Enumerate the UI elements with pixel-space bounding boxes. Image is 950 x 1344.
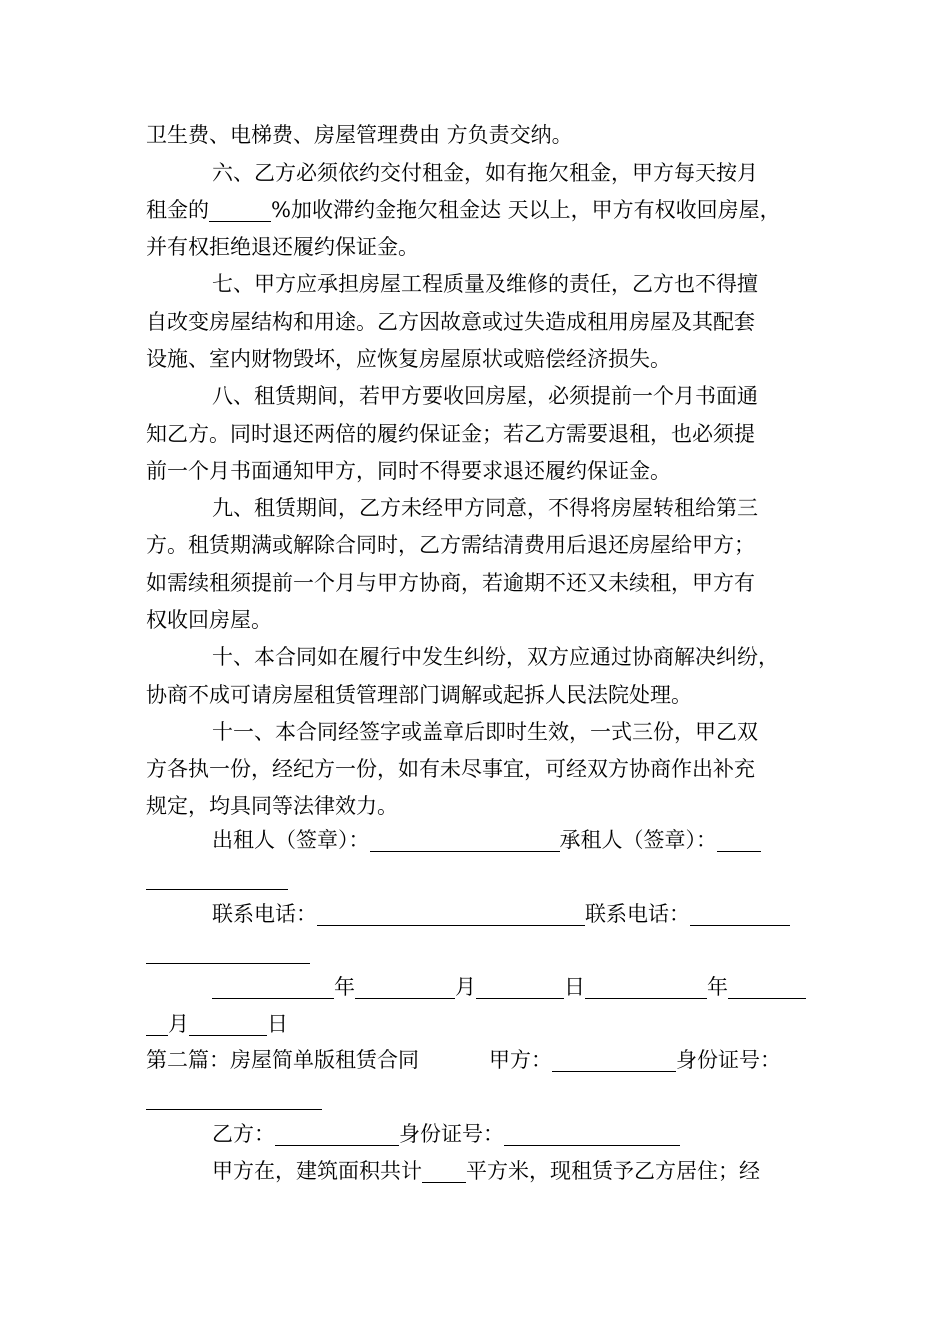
part2-title-line: 第二篇：房屋简单版租赁合同 甲方： 身份证号： <box>146 1048 781 1072</box>
clause-6-line-3: 并有权拒绝退还履约保证金。 <box>146 235 419 259</box>
blank-line[interactable] <box>146 1087 322 1110</box>
text-line: 卫生费、电梯费、房屋管理费由 方负责交纳。 <box>146 123 573 147</box>
clause-10-line-2: 协商不成可请房屋租赁管理部门调解或起拆人民法院处理。 <box>146 683 692 707</box>
blank-line[interactable] <box>422 1160 466 1183</box>
clause-8-line-2: 知乙方。同时退还两倍的履约保证金；若乙方需要退租，也必须提 <box>146 422 755 446</box>
clause-9-line-2: 方。租赁期满或解除合同时，乙方需结清费用后退还房屋给甲方； <box>146 533 755 557</box>
area-line: 甲方在，建筑面积共计 平方米，现租赁予乙方居住；经 <box>212 1159 760 1183</box>
blank-line[interactable] <box>317 903 585 926</box>
blank-line[interactable] <box>585 976 707 999</box>
blank-line[interactable] <box>728 976 806 999</box>
blank-line[interactable] <box>146 941 310 964</box>
blank-line[interactable] <box>370 829 560 852</box>
blank-line[interactable] <box>189 1013 267 1036</box>
blank-line[interactable] <box>146 1013 168 1036</box>
phone-line-cont <box>146 934 310 971</box>
blank-line[interactable] <box>275 1123 399 1146</box>
clause-6-line-2: 租金的 %加收滞约金拖欠租金达 天以上，甲方有权收回房屋， <box>146 198 781 222</box>
clause-7-line-2: 自改变房屋结构和用途。乙方因故意或过失造成租用房屋及其配套 <box>146 310 755 334</box>
clause-9-line-1: 九、租赁期间，乙方未经甲方同意，不得将房屋转租给第三 <box>212 496 758 520</box>
blank-line[interactable] <box>717 829 761 852</box>
blank-line[interactable] <box>504 1123 680 1146</box>
blank-line[interactable] <box>355 976 455 999</box>
blank-line[interactable] <box>690 903 790 926</box>
blank-line[interactable] <box>146 867 288 890</box>
clause-7-line-1: 七、甲方应承担房屋工程质量及维修的责任，乙方也不得擅 <box>212 272 758 296</box>
signature-line-cont <box>146 860 288 897</box>
section-title: 第二篇：房屋简单版租赁合同 <box>146 1048 419 1072</box>
part2-title-line-cont <box>146 1080 322 1117</box>
clause-9-line-4: 权收回房屋。 <box>146 608 272 632</box>
clause-9-line-3: 如需续租须提前一个月与甲方协商，若逾期不还又未续租，甲方有 <box>146 571 755 595</box>
clause-11-line-1: 十一、本合同经签字或盖章后即时生效，一式三份，甲乙双 <box>212 720 758 744</box>
date-line: 年 月 日 年 <box>212 969 806 1006</box>
clause-6-line-1: 六、乙方必须依约交付租金，如有拖欠租金，甲方每天按月 <box>212 161 758 185</box>
clause-8-line-3: 前一个月书面通知甲方，同时不得要求退还履约保证金。 <box>146 459 671 483</box>
signature-line: 出租人（签章）： 承租人（签章）： <box>212 822 761 859</box>
clause-11-line-2: 方各执一份，经纪方一份，如有未尽事宜，可经双方协商作出补充 <box>146 757 755 781</box>
blank-line <box>209 199 271 222</box>
clause-10-line-1: 十、本合同如在履行中发生纠纷，双方应通过协商解决纠纷， <box>212 645 779 669</box>
blank-line[interactable] <box>212 976 334 999</box>
clause-7-line-3: 设施、室内财物毁坏，应恢复房屋原状或赔偿经济损失。 <box>146 347 671 371</box>
blank-line[interactable] <box>552 1049 676 1072</box>
phone-line: 联系电话： 联系电话： <box>212 896 790 933</box>
clause-8-line-1: 八、租赁期间，若甲方要收回房屋，必须提前一个月书面通 <box>212 384 758 408</box>
clause-11-line-3: 规定，均具同等法律效力。 <box>146 794 398 818</box>
party-b-line: 乙方： 身份证号： <box>212 1116 680 1153</box>
date-line-cont: 月 日 <box>146 1006 288 1043</box>
blank-line[interactable] <box>476 976 564 999</box>
